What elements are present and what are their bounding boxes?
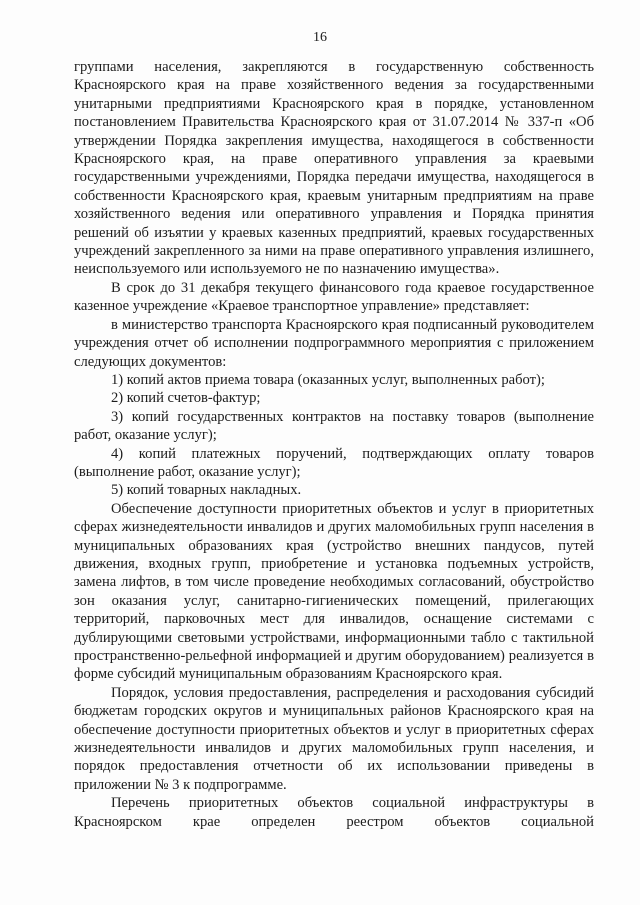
list-item-acts: 1) копий актов приема товара (оказанных услуг, выполненных работ); xyxy=(111,371,545,388)
list-item-payment-orders: 4) копий платежных поручений, подтверждающих оплату товаров (выполнение работ, оказание услуг); xyxy=(74,445,594,480)
page-number: 16 xyxy=(313,30,327,45)
document-body xyxy=(74,58,594,831)
paragraph-subsidy-procedure: Порядок, условия предоставления, распределения и расходования субсидий бюджетам городских округов и муниципальных районов Красноярского края на обеспечение доступности приоритетных объектов и услуг в приоритетных сферах жизнедеятельности инвалидов и других маломобильных групп населения, и порядок предоставления отчетности об их использовании приведены в приложении № 3 к подпрограмме. xyxy=(74,684,594,793)
list-item-waybills: 5) копий товарных накладных. xyxy=(111,482,302,499)
paragraph-reporting-deadline: В срок до 31 декабря текущего финансового года краевое государственное казенное учреждение «Краевое транспортное управление» представляет: xyxy=(74,279,594,315)
paragraph-accessibility: Обеспечение доступности приоритетных объектов и услуг в приоритетных сферах жизнедеятельности инвалидов и других маломобильных групп населения в муниципальных образованиях края (устройство внешних пандусов, путей движения, входных групп, приобретение и установка подъемных устройств, замена лифтов, в том числе проведение необходимых согласований, обустройство зон оказания услуг, санитарно-гигиенических помещений, прилегающих территорий, парковочных мест для инвалидов, оснащение системами с дублирующими световыми устройствами, информационными табло с тактильной пространственно-рельефной информацией и другим оборудованием) реализуется в форме субсидий муниципальным образованиям Красноярского края. xyxy=(74,500,594,683)
paragraph-report-recipient: в министерство транспорта Красноярского края подписанный руководителем учреждения отчет об исполнении подпрограммного мероприятия с приложением следующих документов: xyxy=(74,316,594,370)
list-item-contracts: 3) копий государственных контрактов на поставку товаров (выполнение работ, оказание услуг); xyxy=(74,408,594,444)
paragraph-priority-objects: Перечень приоритетных объектов социальной инфраструктуры в Красноярском крае определен реестром объектов социальной xyxy=(74,795,594,830)
paragraph-property-transfer: группами населения, закрепляются в государственную собственность Красноярского края на праве хозяйственного ведения за государственными унитарными предприятиями Красноярского края в порядке, установленном постановлением Правительства Красноярского края от 31.07.2014 № 337-п «Об утверждении Порядка закрепления имущества, находящегося в собственности Красноярского края, на праве оперативного управления за краевыми государственными учреждениями, Порядка передачи имущества, находящегося в собственности Красноярского края, краевым унитарным предприятиям на праве хозяйственного ведения или оперативного управления и Порядка принятия решений об изъятии у краевых казенных предприятий, краевых государственных учреждений закрепленного за ними на праве оперативного управления излишнего, неиспользуемого или используемого не по назначению имущества». xyxy=(74,59,594,278)
list-item-invoices: 2) копий счетов-фактур; xyxy=(111,390,261,407)
